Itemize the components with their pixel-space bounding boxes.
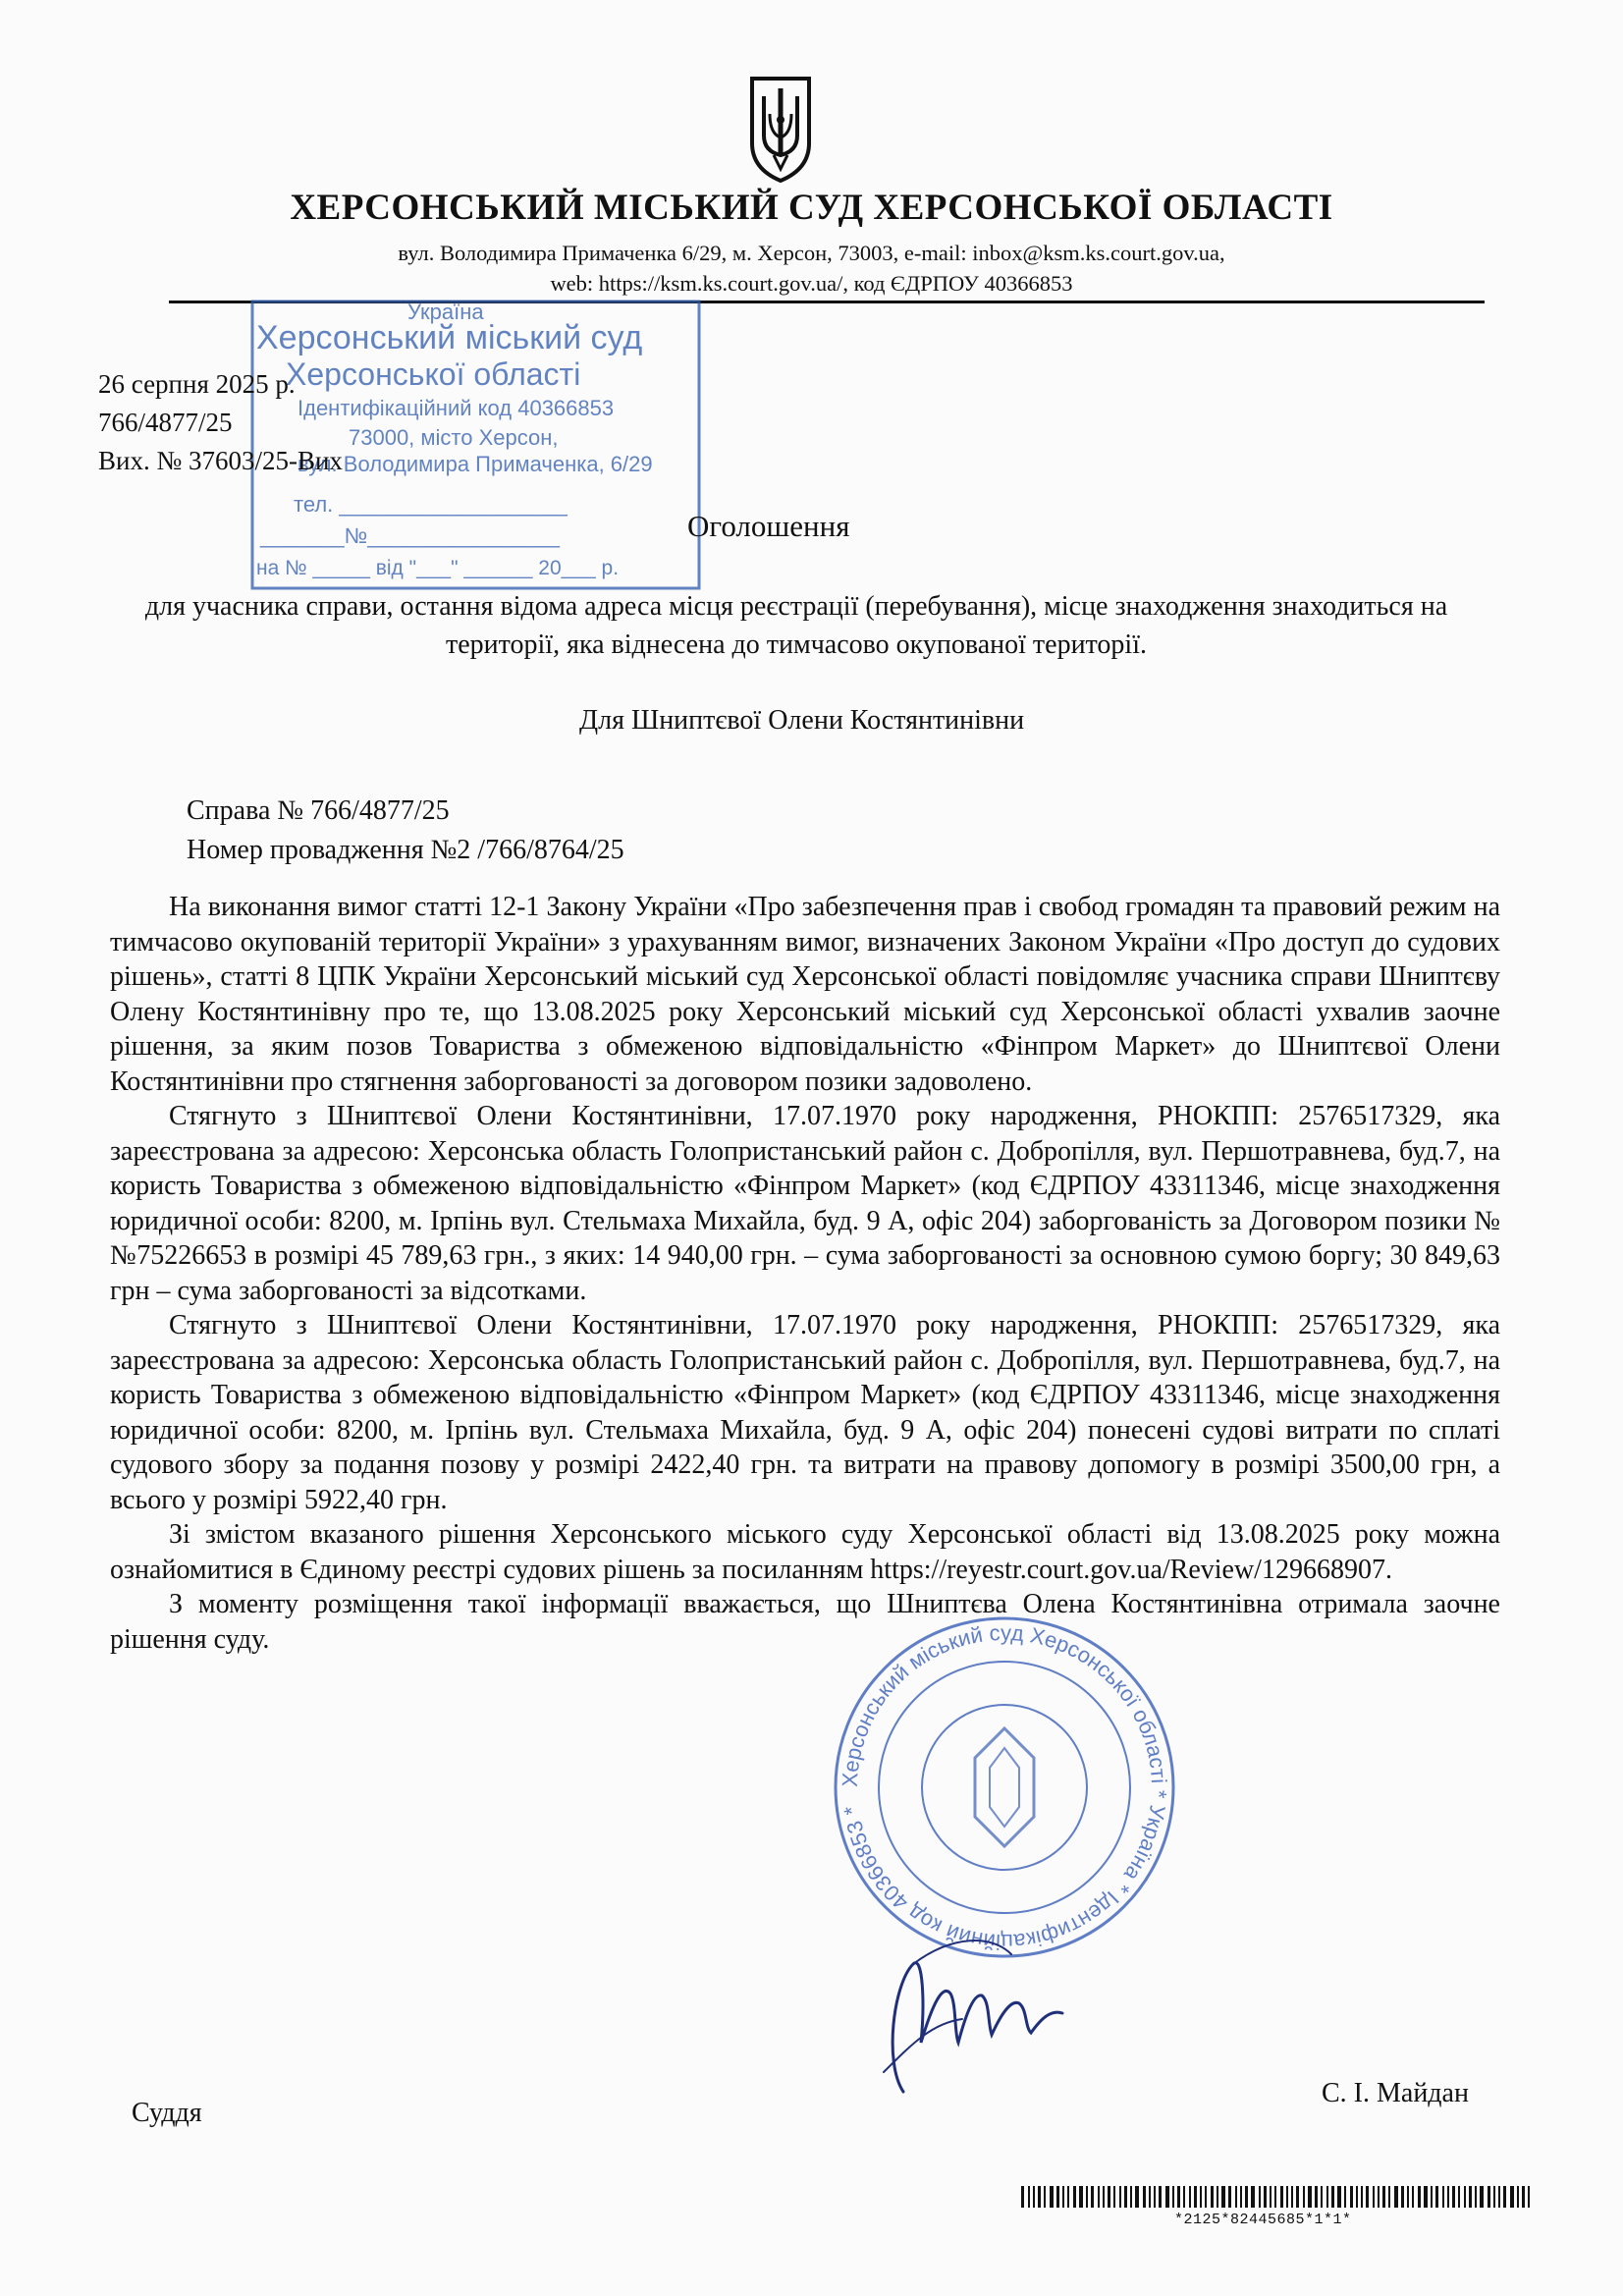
- judge-name: С. І. Майдан: [1322, 2078, 1469, 2108]
- body-paragraph: Зі змістом вказаного рішення Херсонського міського суду Херсонської області від 13.08.2025 року можна ознайомитися в Єдиному реєстрі судових рішень за посиланням https://reyestr.court.gov.ua/Review/129668907.: [110, 1519, 1500, 1585]
- stamp-line-0: Україна: [407, 300, 484, 324]
- addressee: Для Шниптєвої Олени Костянтинівни: [579, 705, 1025, 736]
- trident-emblem-icon: [746, 75, 815, 185]
- stamp-line-8: на № _____ від "___" ______ 20___ р.: [256, 557, 620, 579]
- judge-signature: [844, 1925, 1178, 2102]
- body-paragraph: Стягнуто з Шниптєвої Олени Костянтинівни, 17.07.1970 року народження, РНОКПП: 2576517329, яка зареєстрована за адресою: Херсонська область Голопристанський район с. Добропілля, вул. Першотравнева, буд.7, на користь Товариства з обмеженою відповідальністю «Фінпром Маркет» (код ЄДРПОУ 43311346, місце знаходження юридичної особи: 8200, м. Ірпінь вул. Стельмаха Михайла, буд. 9 А, офіс 204) заборгованість за Договором позики № №75226653 в розмірі 45 789,63 грн., з яких: 14 940,00 грн. – сума заборгованості за основною сумою боргу; 30 849,63 грн – сума заборгованості за відсотками.: [110, 1101, 1500, 1306]
- body-paragraph: На виконання вимог статті 12-1 Закону України «Про забезпечення прав і свобод громадян та правовий режим на тимчасово окупованій території України» з урахуванням вимог, визначених Законом України «Про доступ до судових рішень», статті 8 ЦПК України Херсонський міський суд Херсонської області повідомляє учасника справи Шниптєву Олену Костянтинівну про те, що 13.08.2025 року Херсонський міський суд Херсонської області ухвалив заочне рішення, за яким позов Товариства з обмеженою відповідальністю «Фінпром Маркет» до Шниптєвої Олени Костянтинівни про стягнення заборгованості за договором позики задоволено.: [110, 892, 1500, 1097]
- case-number: Справа № 766/4877/25: [187, 795, 450, 826]
- svg-text:Херсонський міський суд Херсон: [838, 1620, 1171, 1954]
- intro-text: для учасника справи, остання відома адреса місця реєстрації (перебування), місце знаходження знаходиться на території, яка віднесена до тимчасово окупованої території.: [144, 591, 1448, 660]
- stamp-line-4: 73000, місто Херсон,: [349, 425, 559, 450]
- case-reference: 766/4877/25: [98, 408, 233, 437]
- judge-role: Суддя: [132, 2098, 202, 2128]
- court-seal: [823, 1611, 1186, 1964]
- document-date: 26 серпня 2025 р.: [98, 369, 296, 399]
- body-paragraph: Стягнуто з Шниптєвої Олени Костянтинівни, 17.07.1970 року народження, РНОКПП: 2576517329, яка зареєстрована за адресою: Херсонська область Голопристанський район с. Добропілля, вул. Першотравнева, буд.7, на користь Товариства з обмеженою відповідальністю «Фінпром Маркет» (код ЄДРПОУ 43311346, місце знаходження юридичної особи: 8200, м. Ірпінь вул. Стельмаха Михайла, буд. 9 А, офіс 204) понесені судові витрати по сплаті судового збору за подання позову у розмірі 2422,40 грн. та витрати на правову допомогу в розмірі 3500,00 грн, а всього у розмірі 5922,40 грн.: [110, 1310, 1500, 1515]
- case-block: [187, 792, 624, 870]
- court-name: ХЕРСОНСЬКИЙ МІСЬКИЙ СУД ХЕРСОНСЬКОЇ ОБЛАСТІ: [290, 188, 1333, 228]
- stamp-line-7: _______№________________: [260, 523, 561, 548]
- stamp-line-3: Ідентифікаційний код 40366853: [298, 396, 615, 420]
- court-address: [0, 238, 1623, 299]
- document-meta: [98, 365, 343, 480]
- stamp-line-6: тел. ___________________: [294, 492, 568, 517]
- outgoing-number: Вих. № 37603/25-Вих: [98, 446, 343, 475]
- barcode-text: *2125*82445685*1*1*: [1174, 2212, 1352, 2228]
- address-line-2: web: https://ksm.ks.court.gov.ua/, код ЄДРПОУ 40366853: [550, 271, 1073, 296]
- proceeding-number: Номер провадження №2 /766/8764/25: [187, 835, 624, 865]
- stamp-line-5: вул. Володимира Примаченка, 6/29: [298, 452, 653, 476]
- notice-body: [110, 890, 1500, 1657]
- stamp-line-2: Херсонської області: [286, 356, 581, 392]
- barcode: [1021, 2186, 1532, 2208]
- seal-ring-text: Херсонський міський суд Херсонської області * Україна * Ідентифікаційний код 40366853 *: [837, 1619, 1172, 1955]
- address-line-1: вул. Володимира Примаченка 6/29, м. Херсон, 73003, e-mail: inbox@ksm.ks.court.gov.ua,: [398, 241, 1225, 265]
- stamp-line-1: Херсонський міський суд: [256, 319, 643, 356]
- body-paragraph: З моменту розміщення такої інформації вважається, що Шниптєва Олена Костянтинівна отримала заочне рішення суду.: [110, 1589, 1500, 1655]
- document-title: Оголошення: [687, 509, 850, 543]
